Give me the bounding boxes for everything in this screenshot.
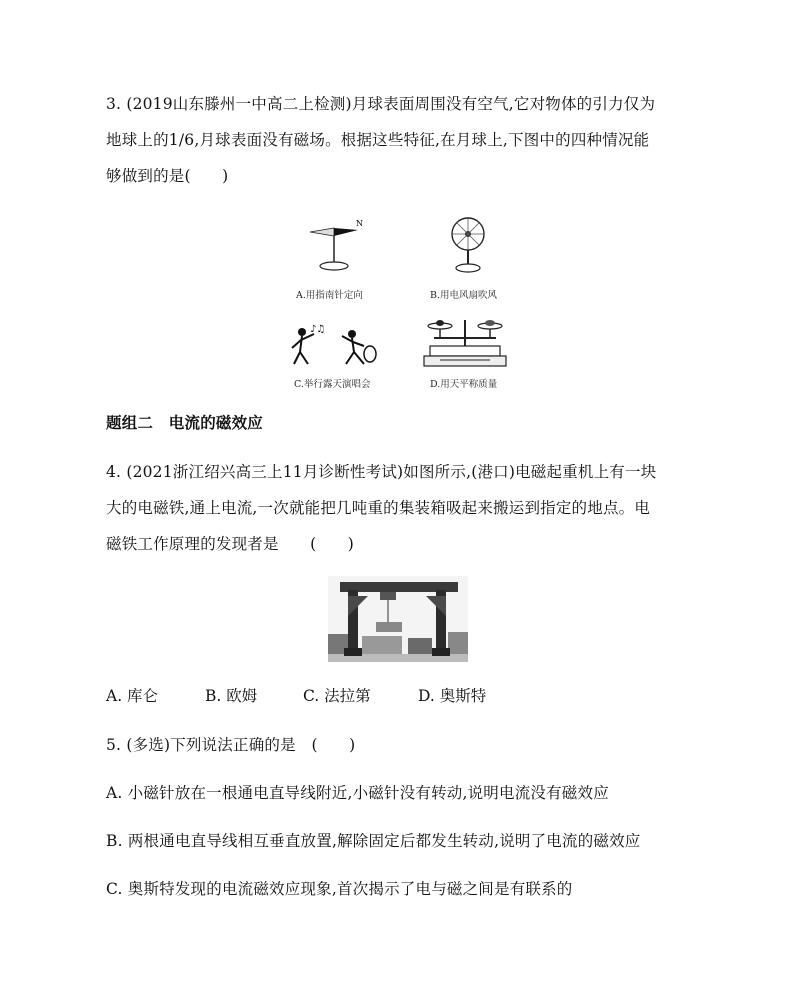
group2-heading: 题组二 电流的磁效应: [106, 414, 264, 432]
q4-option-b: B. 欧姆: [205, 687, 258, 705]
q4-option-c: C. 法拉第: [303, 687, 371, 705]
caption-a: A.用指南针定向: [296, 290, 363, 301]
q3-line-2: 地球上的1/6,月球表面没有磁场。根据这些特征,在月球上,下图中的四种情况能: [106, 131, 650, 149]
compass-n-label: N: [356, 219, 363, 228]
caption-d: D.用天平称质量: [430, 379, 498, 390]
fan-figure: [440, 216, 500, 276]
q4-line-3: 磁铁工作原理的发现者是 ( ): [106, 535, 354, 553]
q4-option-d: D. 奥斯特: [418, 687, 487, 705]
crane-photo: [328, 576, 468, 662]
compass-figure: [300, 218, 380, 276]
q5-option-a: A. 小磁针放在一根通电直导线附近,小磁针没有转动,说明电流没有磁效应: [106, 784, 609, 802]
caption-c: C.举行露天演唱会: [294, 379, 371, 390]
q5-option-c: C. 奥斯特发现的电流磁效应现象,首次揭示了电与磁之间是有联系的: [106, 880, 573, 898]
concert-figure: [290, 320, 382, 368]
q4-line-1: 4. (2021浙江绍兴高三上11月诊断性考试)如图所示,(港口)电磁起重机上有一块: [106, 463, 657, 481]
q3-line-3: 够做到的是( ): [106, 167, 229, 185]
q4-option-a: A. 库仑: [106, 687, 159, 705]
q5-stem: 5. (多选)下列说法正确的是 ( ): [106, 736, 356, 754]
svg-text:♪♫: ♪♫: [310, 324, 326, 335]
balance-figure: [420, 316, 510, 372]
q3-line-1: 3. (2019山东滕州一中高二上检测)月球表面周围没有空气,它对物体的引力仅为: [106, 95, 656, 113]
caption-b: B.用电风扇吹风: [430, 290, 498, 301]
q4-line-2: 大的电磁铁,通上电流,一次就能把几吨重的集装箱吸起来搬运到指定的地点。电: [106, 499, 651, 517]
q5-option-b: B. 两根通电直导线相互垂直放置,解除固定后都发生转动,说明了电流的磁效应: [106, 832, 641, 850]
